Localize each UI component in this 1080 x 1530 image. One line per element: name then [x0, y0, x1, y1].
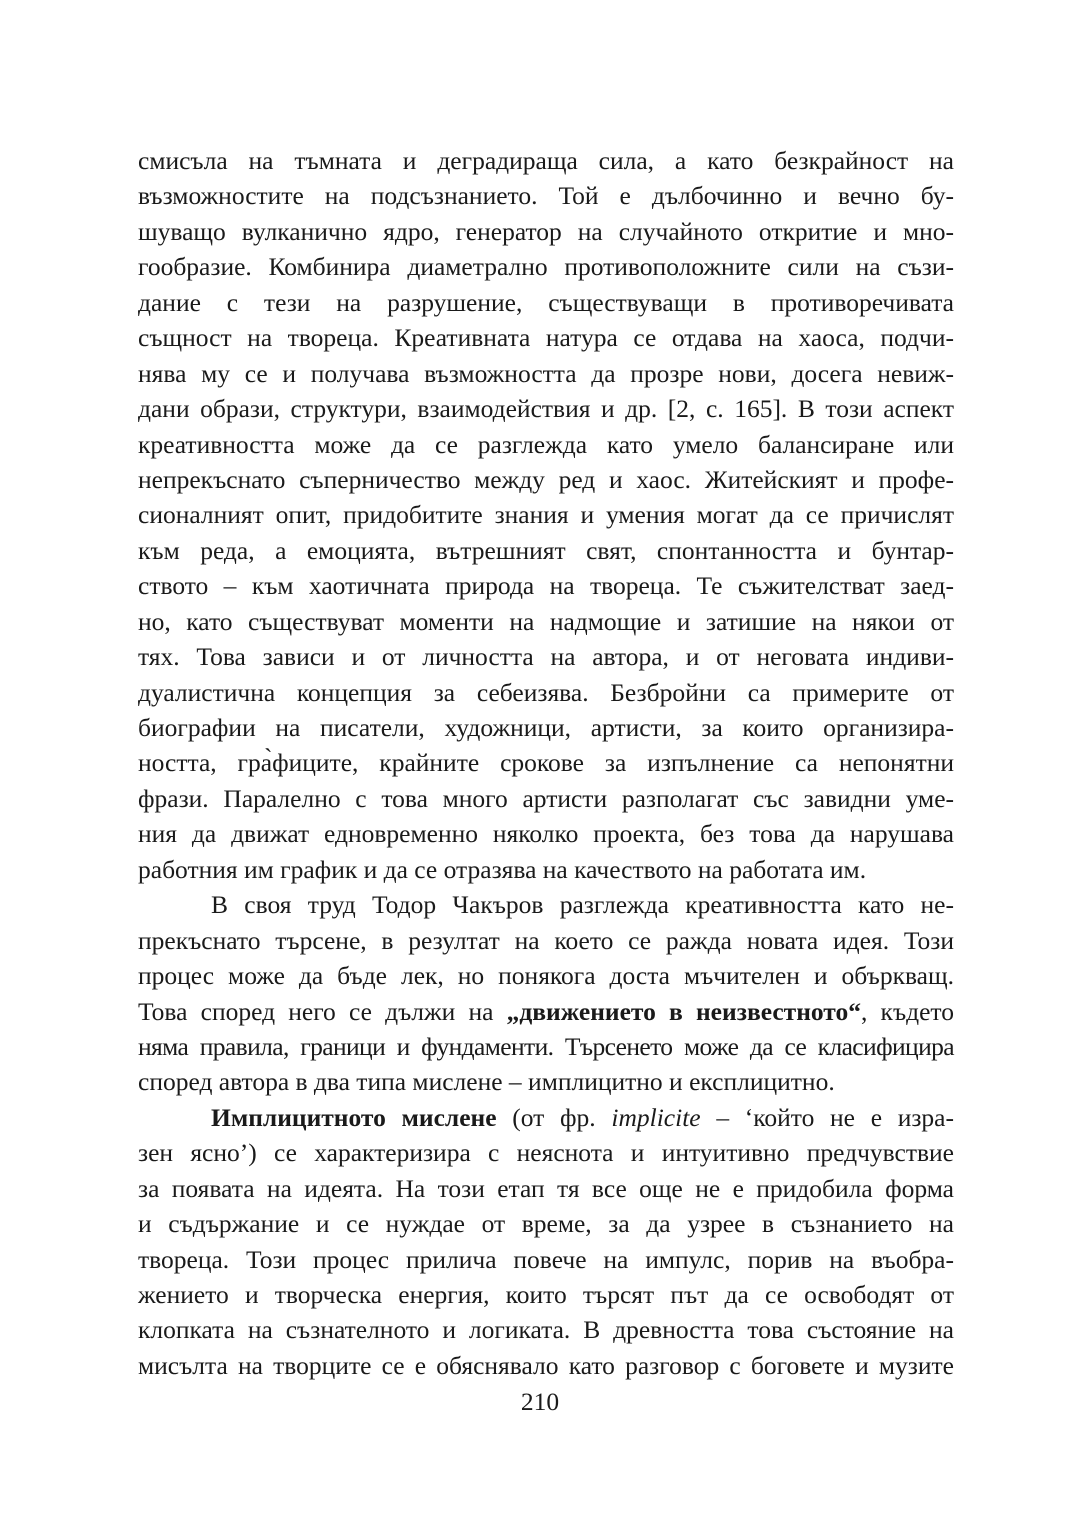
line-text: процес може да бъде лек, но понякога доста мъчителен и объркващ. [138, 961, 954, 991]
line-text: твореца. Този процес прилича повече на импулс, порив на въобра- [138, 1244, 954, 1274]
line-text: сионалният опит, придобитите знания и умения могат да се причислят [138, 500, 954, 530]
text-line [138, 604, 954, 639]
text-line [138, 852, 954, 887]
line-text: непрекъснато съперничество между ред и хаос. Житейският и профе- [138, 464, 954, 494]
text-line [138, 1277, 954, 1312]
line-text: тях. Това зависи и от личността на автора, и от неговата индиви- [138, 642, 954, 672]
line-text: но, като съществуват моменти на надмощие и затишие на някои от [138, 606, 954, 636]
line-text: смисъла на тъмната и деградираща сила, а като безкрайност на [138, 146, 954, 175]
text-line [138, 178, 954, 213]
text-line [138, 143, 954, 178]
text-line [138, 816, 954, 851]
line-text: към реда, а емоцията, вътрешният свят, спонтанността и бунтар- [138, 535, 954, 565]
text-line [138, 710, 954, 745]
text-line [138, 1100, 954, 1135]
text-line [138, 745, 954, 780]
line-text: креативността може да се разглежда като умело балансиране или [138, 429, 954, 459]
text-line [138, 462, 954, 497]
line-text: Това според него се дължи на [138, 996, 507, 1026]
line-text: гообразие. Комбинира диаметрално противоположните сили на съзи- [138, 252, 954, 282]
line-text: ния да движат едновременно няколко проекта, без това да нарушава [138, 819, 954, 849]
line-text: прекъснато търсене, в резултат на което се ражда новата идея. Този [138, 925, 954, 955]
line-text: биографии на писатели, художници, артисти, за които организира- [138, 713, 954, 742]
text-line [138, 356, 954, 391]
text-line [138, 994, 954, 1029]
text-line [138, 1135, 954, 1170]
text-line [138, 533, 954, 568]
line-text: клопката на съзнателното и логиката. В древността това състояние на [138, 1315, 954, 1345]
line-text: същност на твореца. Креативната натура се отдава на хаоса, подчи- [138, 323, 954, 353]
text-line [138, 675, 954, 710]
line-text: и съдържание и се нуждае от време, за да узрее в съзнанието на [138, 1209, 954, 1239]
text-line [138, 1029, 954, 1064]
text-line [138, 1312, 954, 1347]
text-line [138, 427, 954, 462]
line-text: зен ясно’) се характеризира с неяснота и интуитивно предчувствие [138, 1138, 954, 1168]
line-text: дание с тези на разрушение, съществуващи в противоречивата [138, 287, 954, 317]
text-line [138, 320, 954, 355]
line-text: фрази. Паралелно с това много артисти разполагат със завидни уме- [138, 783, 954, 813]
line-text: жението и творческа енергия, които търсят път да се освободят от [138, 1280, 954, 1309]
line-text: няма правила, граници и фундаменти. Търсенето може да се класифицира [138, 1031, 954, 1061]
text-line [138, 1171, 954, 1206]
text-line [138, 568, 954, 603]
text-line [138, 1206, 954, 1241]
line-text: – ‘който не е изра- [700, 1102, 954, 1132]
line-text: възможностите на подсъзнанието. Той е дълбочинно и вечно бу- [138, 181, 954, 211]
line-text: (от фр. [496, 1102, 612, 1132]
line-text: , където [860, 996, 954, 1026]
text-line [138, 781, 954, 816]
text-line [138, 249, 954, 284]
line-text: нява му се и получава възможността да прозре нови, досега невиж- [138, 358, 954, 388]
text-line [138, 391, 954, 426]
text-line [138, 497, 954, 532]
line-text: според автора в два типа мислене – имплицитно и експлицитно. [138, 1067, 835, 1097]
bold-term: „движението в неизвестното“ [506, 996, 861, 1026]
text-line [138, 958, 954, 993]
line-text: В своя труд Тодор Чакъров разглежда креативността като не- [211, 890, 954, 920]
text-line [138, 1242, 954, 1277]
body-text [138, 143, 954, 1383]
text-line [138, 887, 954, 922]
text-line [138, 923, 954, 958]
text-line [138, 285, 954, 320]
line-text: ството – към хаотичната природа на твореца. Те съжителстват заед- [138, 571, 954, 601]
text-line [138, 1348, 954, 1383]
italic-term: implicite [611, 1102, 701, 1132]
line-text: дуалистична концепция за себеизява. Безбройни са примерите от [138, 677, 954, 707]
line-text: шуващо вулканично ядро, генератор на случайното откритие и мно- [138, 216, 954, 246]
page-number: 210 [520, 1387, 560, 1416]
line-text: дани образи, структури, взаимодействия и др. [2, с. 165]. В този аспект [138, 394, 954, 424]
line-text: мисълта на творците се е обяснявало като разговор с боговете и музите [138, 1350, 954, 1380]
text-line [138, 639, 954, 674]
line-text: ността, гра̀фиците, крайните срокове за изпълнение са непонятни [138, 748, 954, 778]
line-text: работния им график и да се отразява на качеството на работата им. [138, 854, 867, 884]
text-line [138, 214, 954, 249]
bold-term: Имплицитното мислене [211, 1102, 497, 1132]
text-line [138, 1064, 954, 1099]
line-text: за появата на идеята. На този етап тя все още не е придобила форма [138, 1173, 954, 1203]
